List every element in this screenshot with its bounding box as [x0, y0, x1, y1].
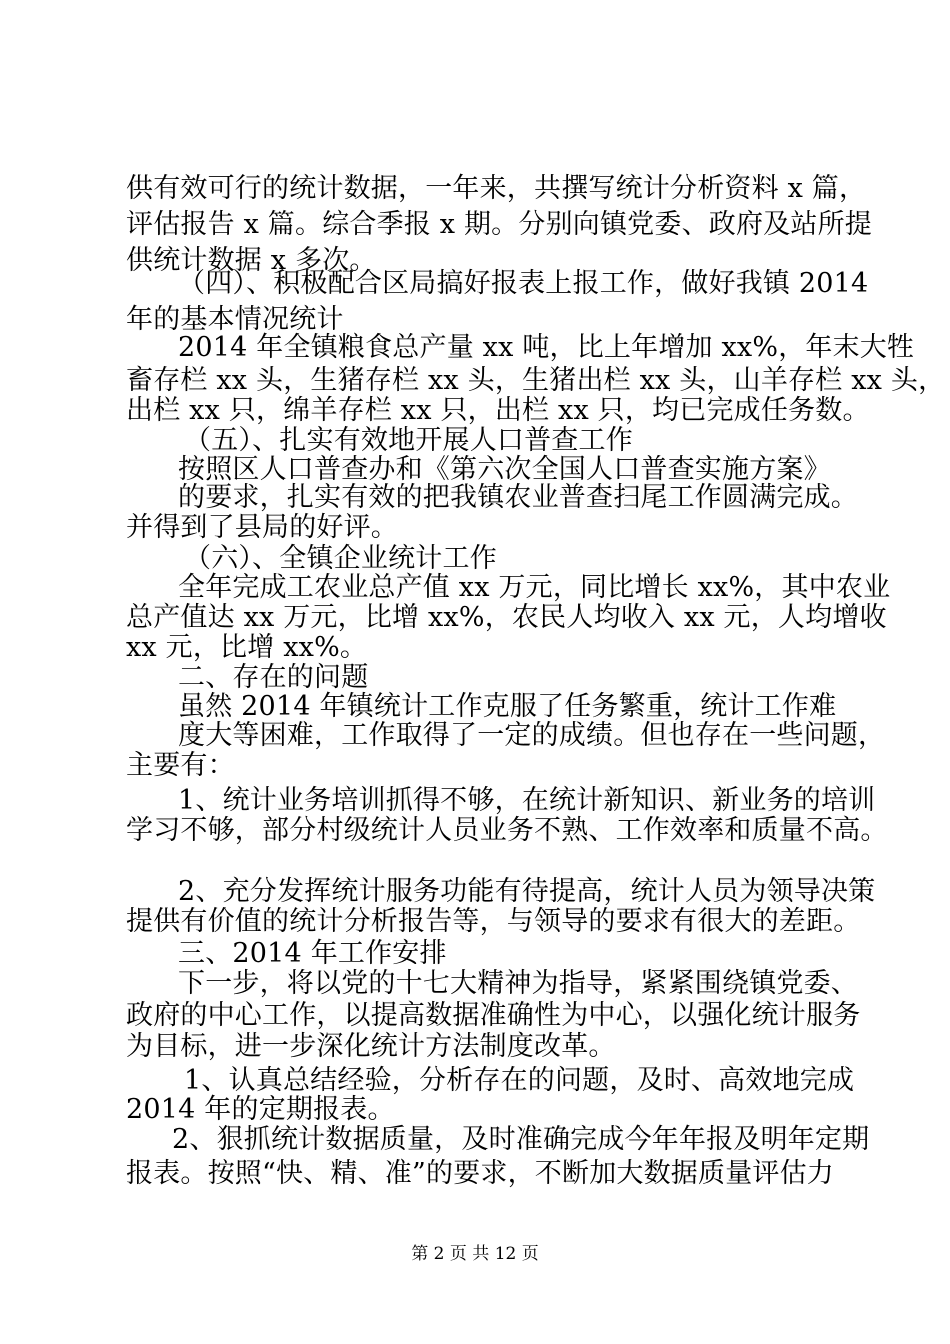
- text-line: 2、狠抓统计数据质量，及时准确完成今年年报及明年定期: [172, 1124, 870, 1155]
- text-line: xx 元，比增 xx%。: [126, 632, 368, 663]
- text-line: 2014 年的定期报表。: [126, 1094, 395, 1125]
- text-line: 的要求，扎实有效的把我镇农业普查扫尾工作圆满完成。: [178, 482, 858, 513]
- text-line: 虽然 2014 年镇统计工作克服了任务繁重，统计工作难: [178, 691, 837, 722]
- section-heading: （四）、积极配合区局搞好报表上报工作，做好我镇 2014: [178, 268, 869, 299]
- text-line: 度大等困难，工作取得了一定的成绩。但也存在一些问题，: [178, 720, 886, 751]
- text-line: 下一步，将以党的十七大精神为指导，紧紧围绕镇党委、: [178, 968, 858, 999]
- section-heading: （六）、全镇企业统计工作: [184, 543, 497, 574]
- text-line: 出栏 xx 只，绵羊存栏 xx 只，出栏 xx 只，均已完成任务数。: [126, 395, 870, 426]
- text-line: 1、统计业务培训抓得不够，在统计新知识、新业务的培训: [178, 785, 876, 816]
- text-line: 政府的中心工作，以提高数据准确性为中心，以强化统计服务: [126, 1000, 861, 1031]
- text-line: 评估报告 x 篇。综合季报 x 期。分别向镇党委、政府及站所提: [126, 209, 872, 240]
- text-line: 主要有：: [126, 750, 235, 781]
- page-number-footer: 第 2 页 共 12 页: [411, 1244, 539, 1264]
- section-heading: 年的基本情况统计: [126, 304, 344, 335]
- text-line: 供统计数据 x 多次。: [126, 245, 377, 276]
- text-line: 2、充分发挥统计服务功能有待提高，统计人员为领导决策: [178, 876, 876, 907]
- text-line: 按照区人口普查办和《第六次全国人口普查实施方案》: [178, 454, 831, 485]
- text-line: 并得到了县局的好评。: [126, 512, 398, 543]
- text-line: 2014 年全镇粮食总产量 xx 吨，比上年增加 xx%，年末大牲: [178, 332, 915, 363]
- text-line: 提供有价值的统计分析报告等，与领导的要求有很大的差距。: [126, 906, 861, 937]
- text-line: 全年完成工农业总产值 xx 万元，同比增长 xx%，其中农业: [178, 572, 891, 603]
- text-line: 学习不够，部分村级统计人员业务不熟、工作效率和质量不高。: [126, 815, 888, 846]
- text-line: 为目标，进一步深化统计方法制度改革。: [126, 1031, 616, 1062]
- section-heading: 二、存在的问题: [178, 662, 369, 693]
- text-line: 供有效可行的统计数据，一年来，共撰写统计分析资料 x 篇，: [126, 173, 867, 204]
- text-line: 报表。按照“快、精、准”的要求，不断加大数据质量评估力: [126, 1158, 835, 1189]
- section-heading: （五）、扎实有效地开展人口普查工作: [184, 425, 633, 456]
- text-line: 总产值达 xx 万元，比增 xx%，农民人均收入 xx 元，人均增收: [126, 602, 887, 633]
- section-heading: 三、2014 年工作安排: [178, 938, 447, 969]
- text-line: 1、认真总结经验，分析存在的问题，及时、高效地完成: [184, 1065, 855, 1096]
- text-line: 畜存栏 xx 头，生猪存栏 xx 头，生猪出栏 xx 头，山羊存栏 xx 头，: [126, 365, 946, 396]
